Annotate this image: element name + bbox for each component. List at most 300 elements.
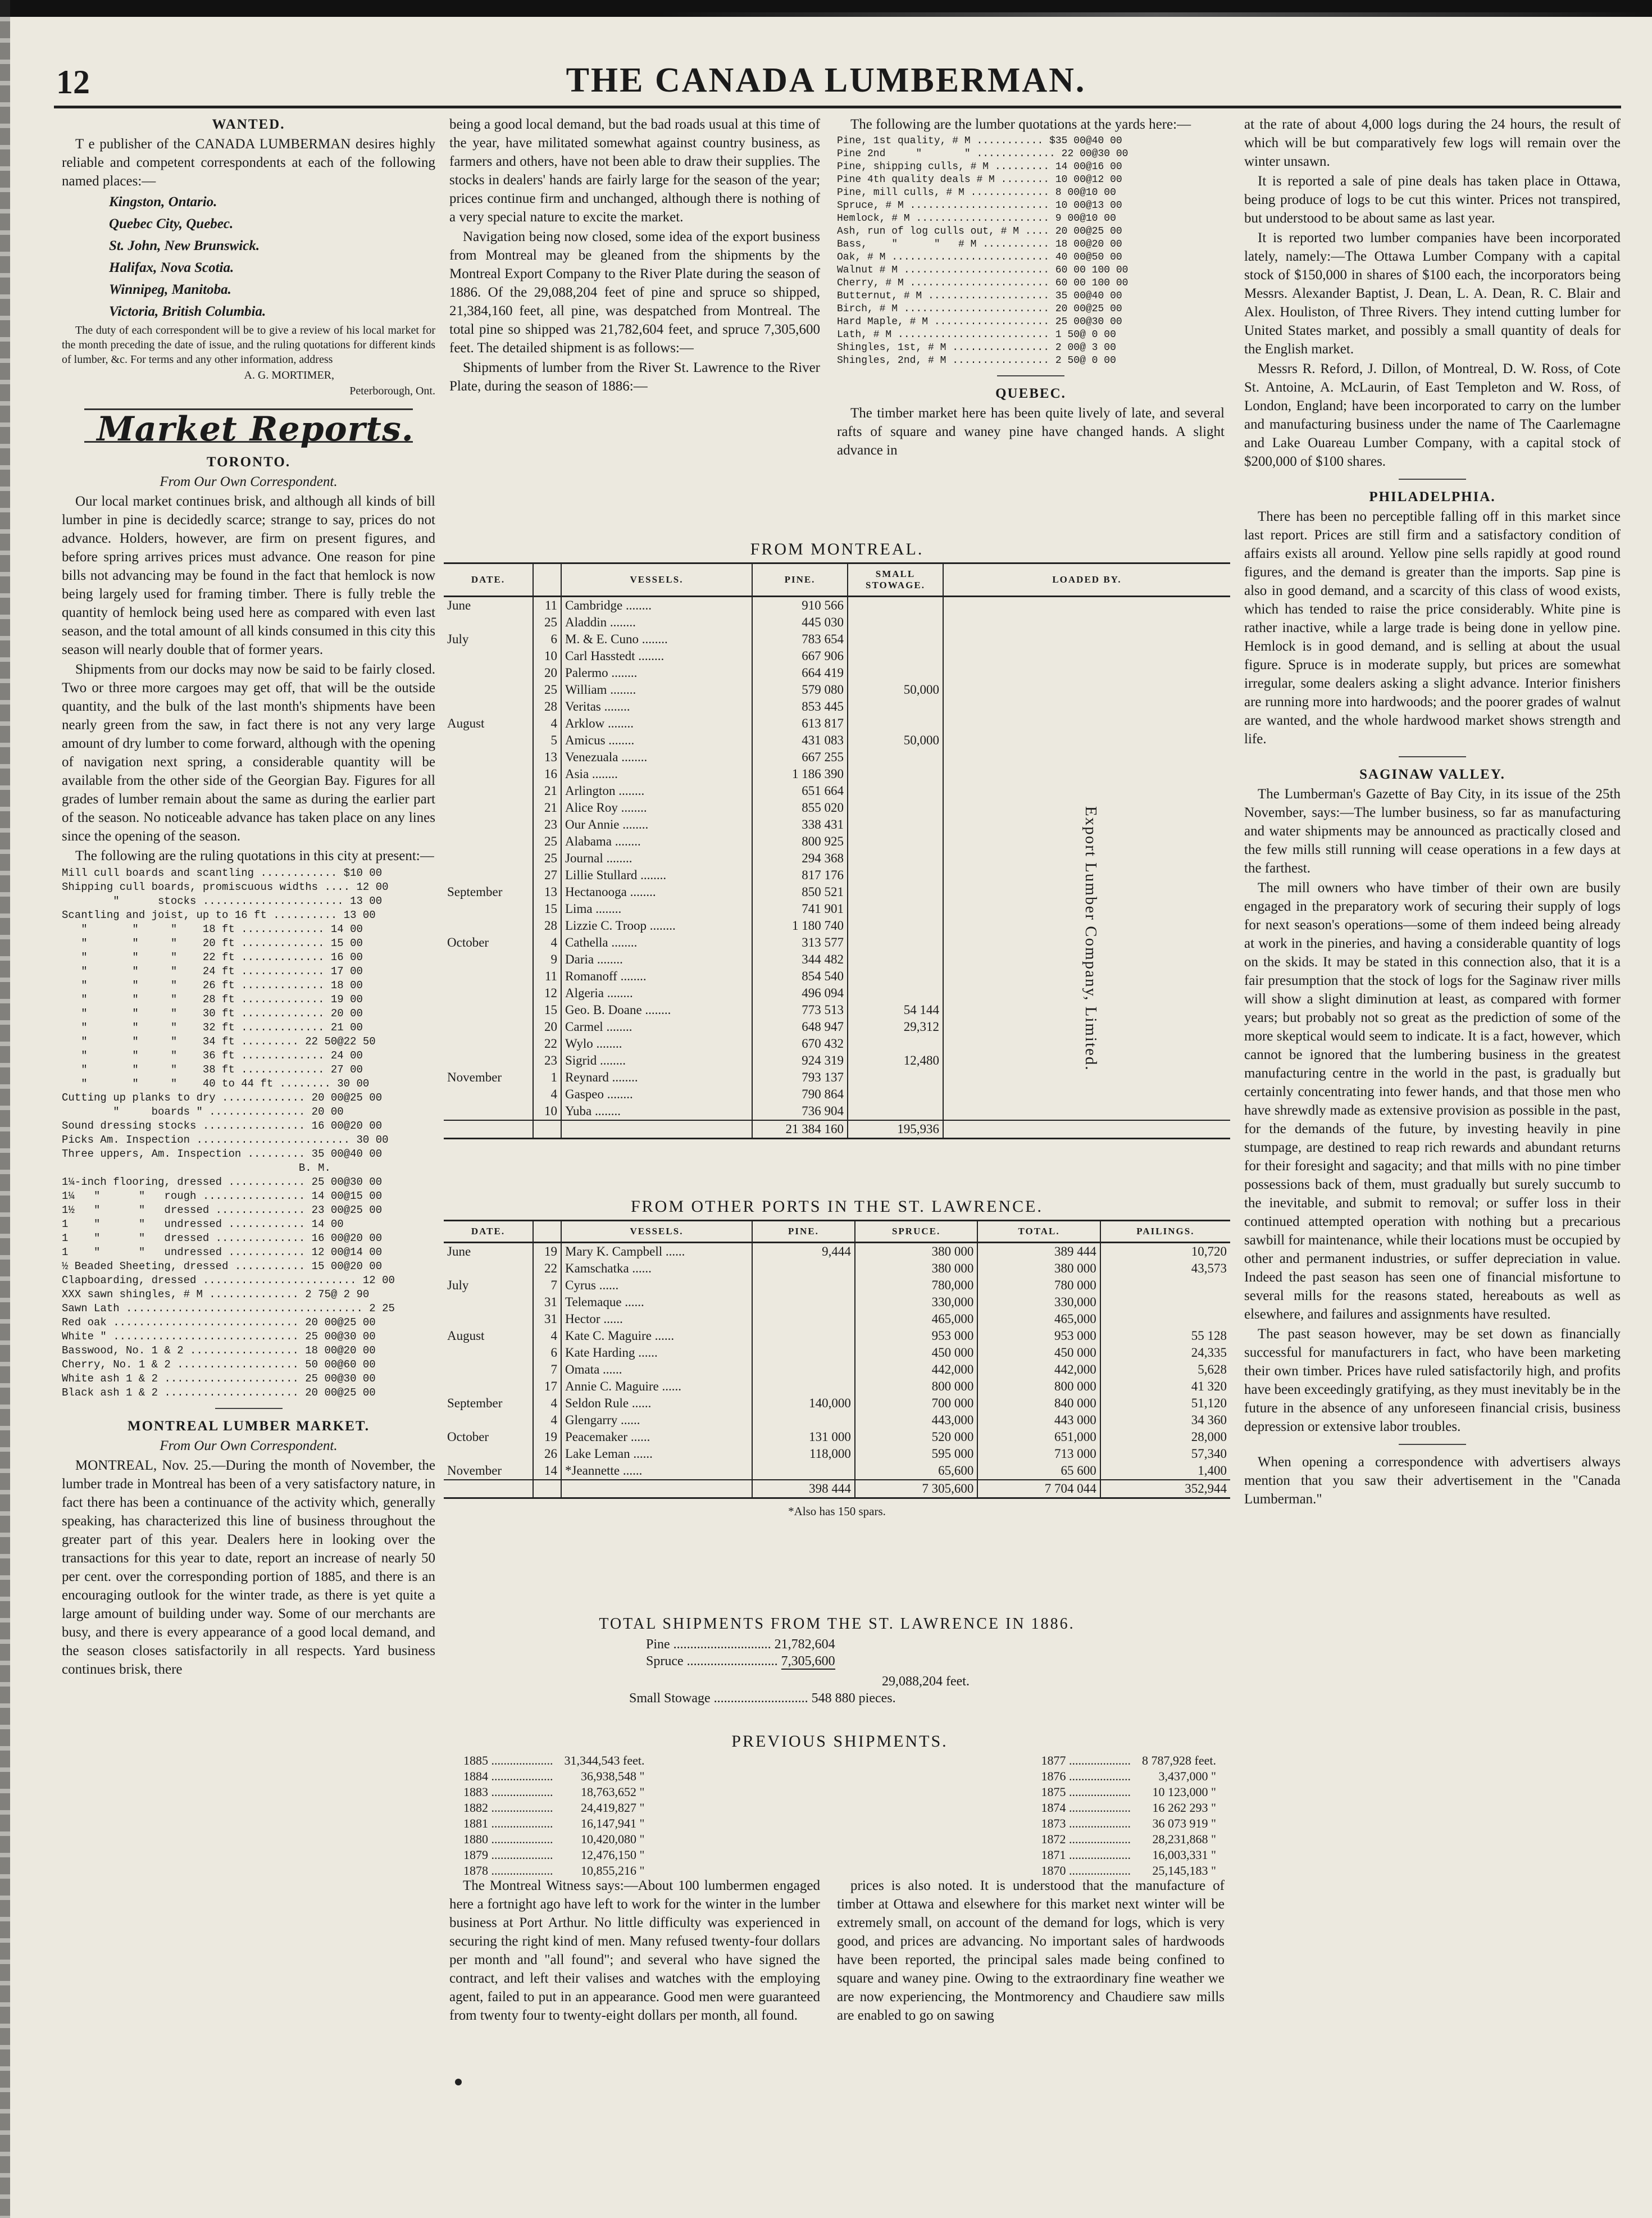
column-2-paragraph: Navigation being now closed, some idea of the export business from Montreal may be gleaned from the shipments by the Montreal Export Company to the River Plate during the season of 1886. Of the 29,088,204 feet of pine and spruce so shipped, 21,384,160 feet, all pine, was despatched from Montreal. The total pine so shipped was 21,782,604 feet, and spruce 7,305,600 feet. The detailed shipment is as follows:—	[449, 229, 820, 356]
pine-cell: 800 925	[752, 833, 848, 850]
pailings-cell: 1,400	[1198, 1463, 1227, 1478]
table-row	[444, 715, 1230, 732]
month-cell	[444, 648, 533, 665]
spruce-cell: 780,000	[855, 1277, 977, 1294]
pine-cell: 648 947	[752, 1019, 848, 1035]
masthead-rule	[54, 106, 1621, 108]
year-cell: 1876 ....................	[1041, 1769, 1131, 1783]
stowage-cell	[848, 799, 943, 816]
wanted-signature-place: Peterborough, Ont.	[349, 385, 435, 397]
column-1	[62, 115, 435, 1680]
vessel-cell: Omata ......	[561, 1361, 752, 1378]
total-shipments-title: TOTAL SHIPMENTS FROM THE ST. LAWRENCE IN 1886.	[599, 1615, 1075, 1633]
month-cell	[444, 698, 533, 715]
total-cell: 800 000	[977, 1378, 1100, 1395]
year-cell: 1870 ....................	[1041, 1864, 1131, 1878]
totals-row	[444, 1480, 1230, 1498]
year-cell: 1872 ....................	[1041, 1832, 1131, 1846]
page-number: 12	[56, 63, 90, 101]
month-cell	[444, 985, 533, 1002]
day-cell: 26	[533, 1446, 561, 1462]
stowage-cell	[848, 816, 943, 833]
month-cell	[444, 1103, 533, 1120]
table-row	[444, 1462, 1230, 1480]
year-cell: 1881 ....................	[463, 1816, 553, 1830]
column-3-bottom	[837, 1876, 1225, 2025]
vessel-cell: Reynard ........	[561, 1069, 752, 1086]
day-cell: 16	[533, 766, 561, 783]
other-ports-title: FROM OTHER PORTS IN THE ST. LAWRENCE.	[630, 1197, 1044, 1216]
month-cell	[444, 1035, 533, 1052]
month-cell: November	[444, 1069, 533, 1086]
wanted-place: Winnipeg, Manitoba.	[109, 282, 231, 297]
pine-cell: 651 664	[752, 783, 848, 799]
previous-shipment-row	[1036, 1831, 1222, 1847]
total-cell: 443 000	[977, 1412, 1100, 1429]
day-cell: 13	[533, 884, 561, 901]
table-row	[444, 901, 1230, 917]
table-row	[444, 833, 1230, 850]
previous-shipment-row	[1036, 1800, 1222, 1816]
table-row	[444, 681, 1230, 698]
previous-shipments-title: PREVIOUS SHIPMENTS.	[731, 1732, 948, 1751]
previous-shipment-row	[1036, 1816, 1222, 1831]
pine-cell: 854 540	[752, 968, 848, 985]
pine-cell: 773 513	[752, 1002, 848, 1019]
saginaw-heading: SAGINAW VALLEY.	[1359, 767, 1505, 782]
day-cell: 31	[533, 1294, 561, 1311]
pine-cell: 910 566	[752, 597, 848, 615]
amount-cell: 12,476,150 "	[580, 1848, 645, 1862]
pine-cell	[752, 1311, 855, 1328]
table-row	[444, 1069, 1230, 1086]
pine-cell: 793 137	[752, 1069, 848, 1086]
table-row	[444, 1412, 1230, 1429]
total-cell: 651,000	[977, 1429, 1100, 1446]
table-row	[444, 1395, 1230, 1412]
previous-shipment-row	[458, 1816, 650, 1831]
stowage-cell	[848, 1086, 943, 1103]
total-cell: 330,000	[977, 1294, 1100, 1311]
table-row	[444, 1243, 1230, 1261]
table-row	[444, 665, 1230, 681]
vessel-cell: Journal ........	[561, 850, 752, 867]
pine-cell: 855 020	[752, 799, 848, 816]
vessel-cell: Kate C. Maguire ......	[561, 1328, 752, 1344]
day-cell: 12	[533, 985, 561, 1002]
column-2-paragraph: being a good local demand, but the bad roads usual at this time of the year, have militated somewhat against country business, as farmers and others, have not been able to draw their supplies. The stocks in dealers' hands are fairly large for the season of the year; prices continue firm and unchanged, although there is nothing of a very special nature to excite the market.	[449, 117, 820, 225]
total-cell: 380 000	[977, 1260, 1100, 1277]
from-montreal-section	[444, 537, 1230, 1139]
stowage-cell: 29,312	[848, 1019, 943, 1035]
day-cell: 20	[533, 665, 561, 681]
wanted-place: Kingston, Ontario.	[109, 194, 217, 210]
total-cell: 65 600	[977, 1462, 1100, 1480]
table-row	[444, 968, 1230, 985]
day-cell: 21	[533, 799, 561, 816]
day-cell: 20	[533, 1019, 561, 1035]
day-cell: 25	[533, 681, 561, 698]
total-spruce-value: 7,305,600	[781, 1654, 835, 1669]
vessel-cell: *Jeannette ......	[561, 1462, 752, 1480]
vessel-cell: Cathella ........	[561, 934, 752, 951]
vessel-cell: Kate Harding ......	[561, 1344, 752, 1361]
vessel-cell: Yuba ........	[561, 1103, 752, 1120]
pine-cell: 118,000	[752, 1446, 855, 1462]
previous-shipment-row	[458, 1769, 650, 1784]
pine-cell: 344 482	[752, 951, 848, 968]
vessel-cell: Lima ........	[561, 901, 752, 917]
vessel-cell: William ........	[561, 681, 752, 698]
year-cell: 1880 ....................	[463, 1832, 553, 1846]
month-cell: October	[444, 934, 533, 951]
blank-cell	[561, 1480, 752, 1498]
blank-cell	[444, 1480, 533, 1498]
pine-cell	[752, 1462, 855, 1480]
table-row	[444, 1429, 1230, 1446]
total-spruce-line: Spruce ........................... 7,305,600	[646, 1654, 835, 1669]
vessel-cell: Arklow ........	[561, 715, 752, 732]
saginaw-paragraph: The mill owners who have timber of their own are busily engaged in the preparatory work of securing their supply of logs for next season's operations—some of them indeed being already at work in the pineries, and having a considerable quantity of logs on the skids. It may be stated in this connection also, that it is a fair presumption that the stock of logs for the Saginaw river mills will show a slight diminution at least, as compared with former years; but probably not so great as the prediction of some of the more skeptical would seem to indicate. It is a fact, however, which cannot be ignored that the lumbering business in the greatest manufacturing centre in the world in the past, is gradually but certainly concentrating into fewer hands, and that those men who have shrewdly made as extensive provision as possible in the past, for the demands of the future, by investing heavily in pine stumpage, are destined to reap rich rewards and abundant returns for their foresight and sagacity; and that mills with no pine timber possessions back of them, must gradually but surely succumb to the inevitable, and submit to removal; or suffer loss in their continued attempted operation with nothing but a precarious sawbill for maintenance, while their locations must be occupied by other and permanent industries, or suffer depreciation in value. Indeed the past season has seen one of financial misfortune to several mills for the reasons stated, hereabouts as well as elsewhere, and failures and assignments have resulted.	[1244, 880, 1621, 1322]
stowage-cell	[848, 901, 943, 917]
blank-cell	[533, 1480, 561, 1498]
vessel-cell: Mary K. Campbell ......	[561, 1243, 752, 1261]
column-4	[1244, 115, 1621, 1510]
pine-cell: 817 176	[752, 867, 848, 884]
table-row	[444, 1019, 1230, 1035]
total-cell: 389 444	[977, 1243, 1100, 1261]
stowage-cell	[848, 1103, 943, 1120]
spruce-cell: 380 000	[855, 1260, 977, 1277]
month-cell	[444, 917, 533, 934]
small-stowage-value: 548 880 pieces.	[811, 1691, 896, 1706]
loaded-by-cell	[943, 631, 1230, 648]
spruce-cell: 65,600	[855, 1462, 977, 1480]
month-cell	[444, 968, 533, 985]
year-cell: 1875 ....................	[1041, 1785, 1131, 1799]
month-cell	[444, 1019, 533, 1035]
stowage-cell	[848, 934, 943, 951]
loaded-by-cell	[943, 783, 1230, 799]
loaded-by-cell	[943, 1086, 1230, 1103]
vessel-cell: Seldon Rule ......	[561, 1395, 752, 1412]
pine-cell: 667 906	[752, 648, 848, 665]
month-cell	[444, 681, 533, 698]
spruce-cell: 800 000	[855, 1378, 977, 1395]
day-cell: 28	[533, 698, 561, 715]
table-row	[444, 1260, 1230, 1277]
spruce-cell: 465,000	[855, 1311, 977, 1328]
previous-shipment-row	[1036, 1753, 1222, 1769]
day-cell: 4	[533, 1395, 561, 1412]
loaded-by-cell	[943, 1069, 1230, 1086]
pailings-cell	[1100, 1311, 1230, 1328]
wanted-signature-name: A. G. MORTIMER,	[244, 369, 334, 381]
vessel-cell: Sigrid ........	[561, 1052, 752, 1069]
spruce-cell: 595 000	[855, 1446, 977, 1462]
total-cell: 442,000	[977, 1361, 1100, 1378]
section-divider	[1399, 479, 1466, 480]
stowage-cell	[848, 597, 943, 615]
toronto-subheading: From Our Own Correspondent.	[160, 474, 338, 489]
vessel-cell: Hector ......	[561, 1311, 752, 1328]
amount-cell: 16 262 293 "	[1152, 1801, 1216, 1815]
totals-row	[444, 1120, 1230, 1139]
vessel-cell: Palermo ........	[561, 665, 752, 681]
table-row	[444, 614, 1230, 631]
vessel-cell: Lake Leman ......	[561, 1446, 752, 1462]
month-cell	[444, 816, 533, 833]
pine-cell: 613 817	[752, 715, 848, 732]
day-cell: 6	[533, 631, 561, 648]
column-header: VESSELS.	[561, 563, 752, 597]
pine-cell: 736 904	[752, 1103, 848, 1120]
pine-cell	[752, 1260, 855, 1277]
table-row	[444, 867, 1230, 884]
quebec-continued-paragraph: prices is also noted. It is understood that the manufacture of timber at Ottawa and elsewhere for this market next winter will be extremely small, on account of the demand for logs, which is very good, and prices are advancing. No important sales of hardwoods have been reported, the principal sales made being confined to square and waney pine. Owing to the extraordinary fine weather we are now experiencing, the Montmorency and Chaudiere saw mills are enabled to go on sawing	[837, 1878, 1225, 2023]
total-value-cell: 7 305,600	[855, 1480, 977, 1498]
blank-cell	[533, 1120, 561, 1139]
pine-cell: 338 431	[752, 816, 848, 833]
toronto-heading: TORONTO.	[206, 454, 291, 470]
pine-cell: 431 083	[752, 732, 848, 749]
previous-shipments-section	[447, 1730, 1233, 1879]
table-row	[444, 951, 1230, 968]
loaded-by-cell	[943, 648, 1230, 665]
column-header: PINE.	[752, 563, 848, 597]
month-cell	[444, 614, 533, 631]
pine-cell: 664 419	[752, 665, 848, 681]
month-cell: November	[444, 1462, 533, 1480]
loaded-by-cell	[943, 732, 1230, 749]
quebec-heading: QUEBEC.	[995, 386, 1066, 401]
table-row	[444, 749, 1230, 766]
total-value-cell: 398 444	[752, 1480, 855, 1498]
day-cell: 22	[533, 1035, 561, 1052]
vessel-cell: Kamschatka ......	[561, 1260, 752, 1277]
pailings-cell: 51,120	[1191, 1396, 1227, 1410]
total-cell: 840 000	[977, 1395, 1100, 1412]
month-cell	[444, 749, 533, 766]
pine-cell: 790 864	[752, 1086, 848, 1103]
loaded-by-cell	[943, 1103, 1230, 1120]
pailings-cell: 34 360	[1191, 1413, 1227, 1427]
day-cell: 4	[533, 1086, 561, 1103]
column-header: DATE.	[444, 563, 533, 597]
loaded-by-cell	[943, 766, 1230, 783]
vessel-cell: Daria ........	[561, 951, 752, 968]
day-cell: 11	[533, 968, 561, 985]
spruce-cell: 380 000	[855, 1243, 977, 1261]
pine-cell: 1 180 740	[752, 917, 848, 934]
table-row	[444, 799, 1230, 816]
previous-shipment-row	[1036, 1847, 1222, 1863]
pine-cell	[752, 1378, 855, 1395]
binding-edge	[0, 0, 10, 2218]
vessel-cell: Lillie Stullard ........	[561, 867, 752, 884]
stowage-cell	[848, 648, 943, 665]
witness-paragraph: The Montreal Witness says:—About 100 lumbermen engaged here a fortnight ago have left to work for the winter in the lumber business at Port Arthur. No little difficulty was experienced in securing the right kind of men. Many refused twenty-four dollars per month and "all found"; and several who have signed the contract, and left their valises and watches with the employing agent, failed to put in an appearance. Good men were guaranteed from twenty four to twenty-eight dollars per month, all found.	[449, 1878, 820, 2023]
day-cell: 4	[533, 934, 561, 951]
total-pine-cell: 21 384 160	[752, 1120, 848, 1139]
amount-cell: 3,437,000 "	[1158, 1769, 1216, 1783]
total-pine-value: 21,782,604	[774, 1637, 835, 1652]
day-cell: 4	[533, 1328, 561, 1344]
vessel-cell: Algeria ........	[561, 985, 752, 1002]
stowage-cell	[848, 614, 943, 631]
other-ports-section	[444, 1194, 1230, 1519]
month-cell	[444, 1002, 533, 1019]
small-stowage-label: Small Stowage	[629, 1691, 711, 1706]
previous-shipment-row	[1036, 1769, 1222, 1784]
small-stowage-line: Small Stowage ............................ 548 880 pieces.	[629, 1691, 896, 1706]
stowage-cell	[848, 951, 943, 968]
pine-cell: 1 186 390	[752, 766, 848, 783]
amount-cell: 36,938,548 "	[580, 1769, 645, 1783]
month-cell	[444, 850, 533, 867]
pailings-cell: 55 128	[1191, 1329, 1227, 1343]
month-cell	[444, 1311, 533, 1328]
table-row	[444, 1328, 1230, 1344]
amount-cell: 10,420,080 "	[580, 1832, 645, 1846]
pine-cell: 445 030	[752, 614, 848, 631]
stowage-cell	[848, 850, 943, 867]
amount-cell: 10,855,216 "	[580, 1864, 645, 1878]
vessel-cell: Asia ........	[561, 766, 752, 783]
vessel-cell: Our Annie ........	[561, 816, 752, 833]
stowage-cell: 50,000	[848, 681, 943, 698]
amount-cell: 8 787,928 feet.	[1142, 1753, 1216, 1767]
vessel-cell: Annie C. Maguire ......	[561, 1378, 752, 1395]
stowage-cell	[848, 833, 943, 850]
month-cell	[444, 1361, 533, 1378]
vessel-cell: Aladdin ........	[561, 614, 752, 631]
day-cell: 15	[533, 901, 561, 917]
vessel-cell: Wylo ........	[561, 1035, 752, 1052]
column-2-paragraph: Shipments of lumber from the River St. Lawrence to the River Plate, during the season of 1886:—	[449, 360, 820, 394]
column-header: LOADED BY.	[943, 563, 1230, 597]
pailings-cell: 41 320	[1191, 1379, 1227, 1393]
day-cell: 19	[533, 1429, 561, 1446]
top-border-shadow	[0, 12, 1652, 17]
day-cell: 13	[533, 749, 561, 766]
spruce-cell: 443,000	[855, 1412, 977, 1429]
vessel-cell: Telemaque ......	[561, 1294, 752, 1311]
month-cell	[444, 901, 533, 917]
day-cell: 15	[533, 1002, 561, 1019]
day-cell: 1	[533, 1069, 561, 1086]
vessel-cell: M. & E. Cuno ........	[561, 631, 752, 648]
table-row	[444, 1378, 1230, 1395]
section-divider	[997, 375, 1064, 376]
pailings-cell: 24,335	[1191, 1346, 1227, 1360]
amount-cell: 18,763,652 "	[580, 1785, 645, 1799]
month-cell	[444, 1260, 533, 1277]
column-header	[533, 563, 561, 597]
total-value-cell: 7 704 044	[977, 1480, 1100, 1498]
vessel-cell: Cambridge ........	[561, 597, 752, 615]
day-cell: 10	[533, 648, 561, 665]
month-cell: June	[444, 1243, 533, 1261]
wanted-place: Quebec City, Quebec.	[109, 216, 234, 231]
amount-cell: 16,003,331 "	[1152, 1848, 1216, 1862]
stowage-cell	[848, 917, 943, 934]
pine-cell: 853 445	[752, 698, 848, 715]
day-cell: 5	[533, 732, 561, 749]
total-cell: 780 000	[977, 1277, 1100, 1294]
year-cell: 1879 ....................	[463, 1848, 553, 1862]
pailings-cell: 5,628	[1198, 1362, 1227, 1376]
section-divider	[1399, 1444, 1466, 1445]
table-row	[444, 884, 1230, 901]
vessel-cell: Peacemaker ......	[561, 1429, 752, 1446]
montreal-paragraph: MONTREAL, Nov. 25.—During the month of November, the lumber trade in Montreal has been of a very satisfactory nature, in fact there has been a continuance of the activity which, generally speaking, has characterized this line of business throughout the greater part of this year. Dealers here in looking over the transactions for this year to date, report an increase of nearly 50 per cent. over the corresponding portion of 1885, and there is an encouraging outlook for the winter trade, as there is yet quite a large amount of building under way. Some of our merchants are busy, and there is every appearance of a good local demand, and the season closes satisfactorily in all respects. Yard business continues brisk, there	[62, 1458, 435, 1677]
spruce-cell: 700 000	[855, 1395, 977, 1412]
column-header: SMALL STOWAGE.	[848, 563, 943, 597]
month-cell: July	[444, 1277, 533, 1294]
spruce-cell: 330,000	[855, 1294, 977, 1311]
month-cell: August	[444, 1328, 533, 1344]
day-cell: 7	[533, 1361, 561, 1378]
month-cell	[444, 1446, 533, 1462]
amount-cell: 28,231,868 "	[1152, 1832, 1216, 1846]
pine-cell	[752, 1344, 855, 1361]
loaded-by-cell	[943, 749, 1230, 766]
col4-paragraph: It is reported a sale of pine deals has taken place in Ottawa, being produce of logs to be cut this winter. Prices not transpired, but understood to be about same as last year.	[1244, 174, 1621, 226]
day-cell: 22	[533, 1260, 561, 1277]
total-cell: 450 000	[977, 1344, 1100, 1361]
table-row	[444, 934, 1230, 951]
table-row	[444, 917, 1230, 934]
month-cell	[444, 1294, 533, 1311]
day-cell: 23	[533, 1052, 561, 1069]
quotation-intro: The following are the lumber quotations at the yards here:—	[850, 117, 1191, 132]
col4-paragraph: It is reported two lumber companies have been incorporated lately, namely:—The Ottawa Lumber Company with a capital stock of $150,000 in shares of $100 each, the incorporators being Messrs. Alexander Baptist, J. Dean, L. A. Dean, R. C. Blair and Alex. Houliston, of Three Rivers. They intend cutting lumber for United States market, and possibly a small quantity of deals for the English market.	[1244, 230, 1621, 357]
column-header: DATE.	[444, 1221, 533, 1243]
day-cell: 7	[533, 1277, 561, 1294]
loaded-by-vertical-label: Export Lumber Company, Limited.	[1082, 806, 1100, 1071]
amount-cell: 24,419,827 "	[580, 1801, 645, 1815]
column-header: SPRUCE.	[855, 1221, 977, 1243]
vessel-cell: Carl Hasstedt ........	[561, 648, 752, 665]
year-cell: 1882 ....................	[463, 1801, 553, 1815]
day-cell: 27	[533, 867, 561, 884]
pine-cell: 667 255	[752, 749, 848, 766]
philadelphia-heading: PHILADELPHIA.	[1369, 489, 1496, 504]
pine-cell	[752, 1361, 855, 1378]
month-cell	[444, 833, 533, 850]
loaded-by-cell	[943, 715, 1230, 732]
previous-shipment-row	[458, 1784, 650, 1800]
table-row	[444, 1052, 1230, 1069]
pine-cell: 131 000	[752, 1429, 855, 1446]
montreal-heading: MONTREAL LUMBER MARKET.	[128, 1419, 370, 1434]
stowage-cell	[848, 631, 943, 648]
table-row	[444, 1002, 1230, 1019]
month-cell	[444, 766, 533, 783]
day-cell: 17	[533, 1378, 561, 1395]
vessel-cell: Arlington ........	[561, 783, 752, 799]
spruce-cell: 442,000	[855, 1361, 977, 1378]
table-row	[444, 816, 1230, 833]
stowage-cell	[848, 968, 943, 985]
year-cell: 1873 ....................	[1041, 1816, 1131, 1830]
column-header: VESSELS.	[561, 1221, 752, 1243]
total-shipments-section	[579, 1612, 1140, 1707]
vessel-cell: Cyrus ......	[561, 1277, 752, 1294]
blank-cell	[561, 1120, 752, 1139]
amount-cell: 25,145,183 "	[1152, 1864, 1216, 1878]
